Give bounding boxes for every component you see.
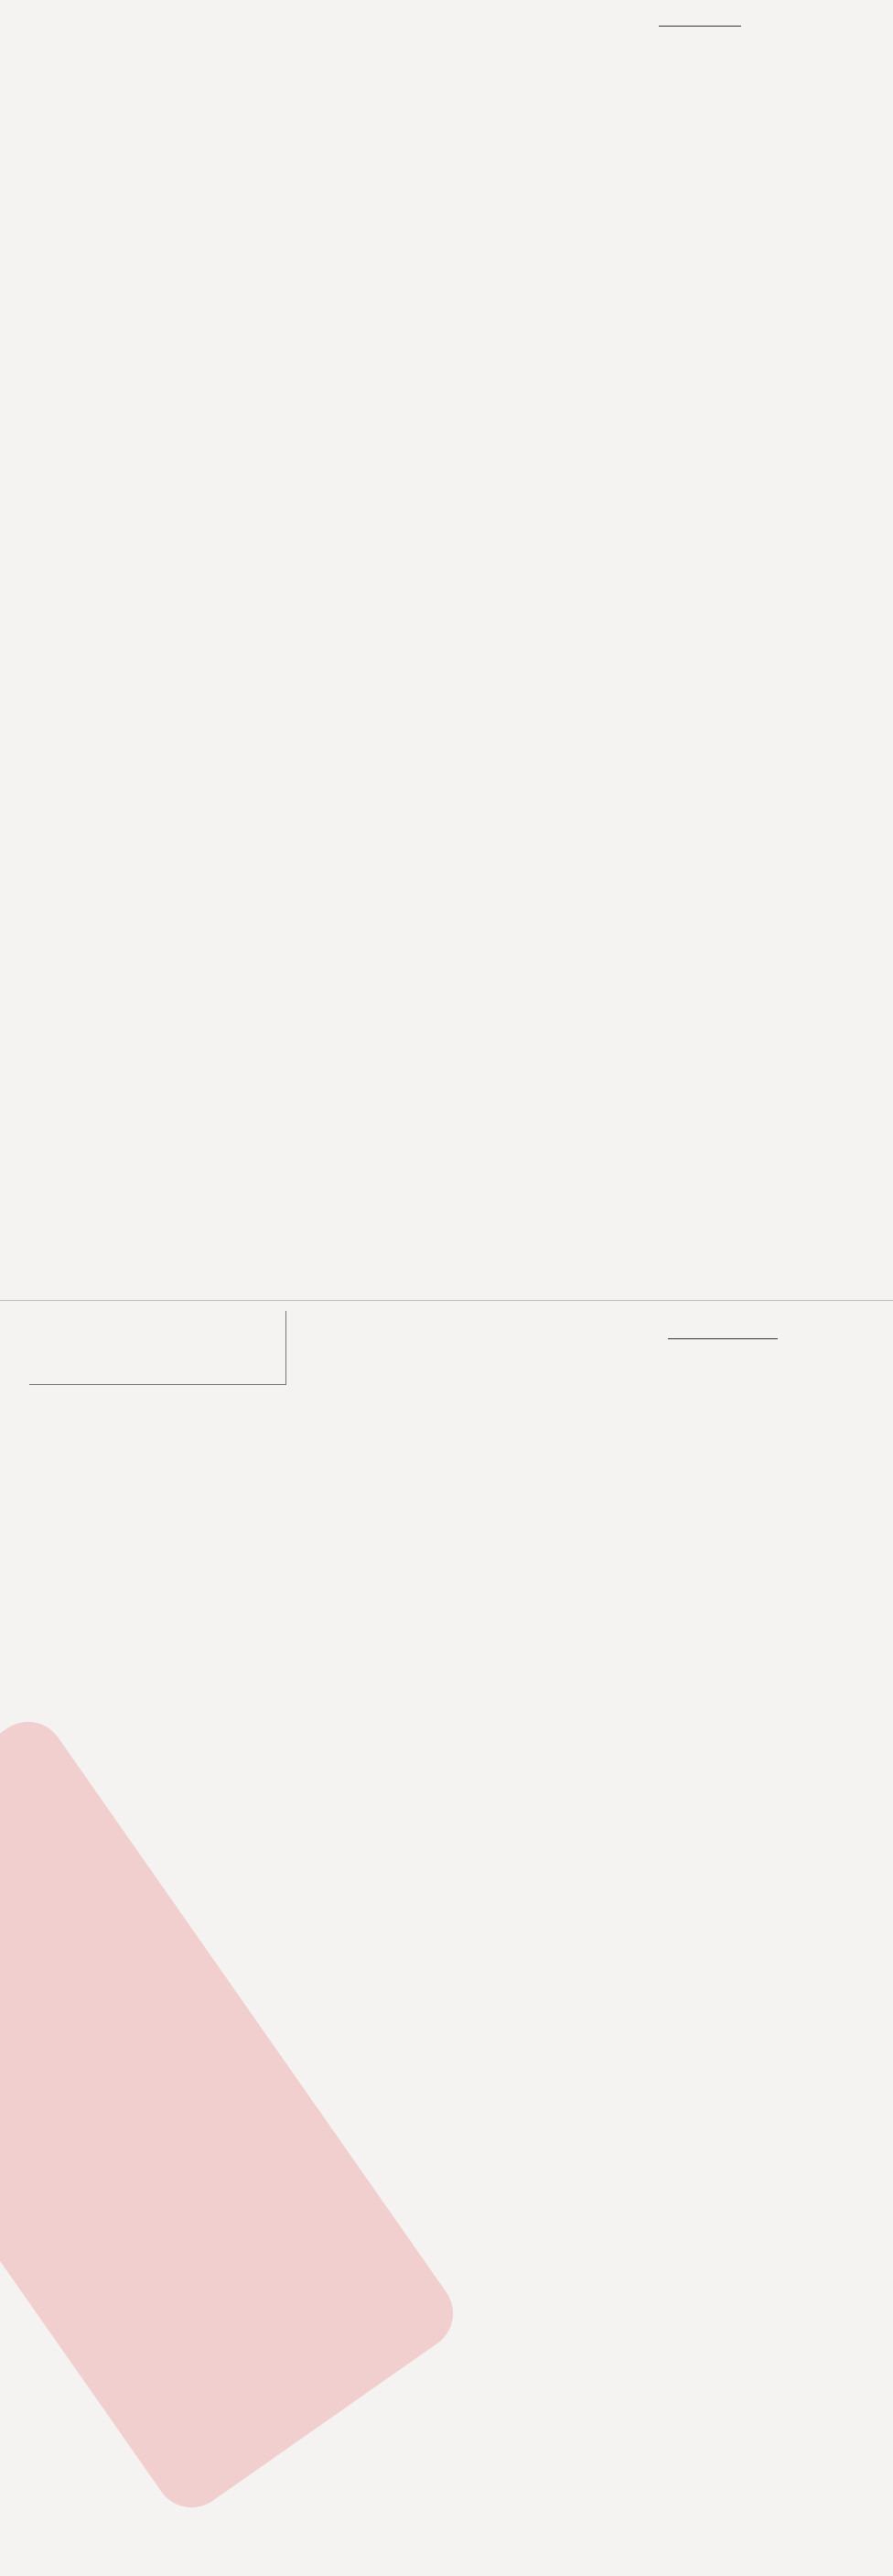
watermark-logo bbox=[0, 1707, 468, 2522]
paper-code-box bbox=[29, 1311, 286, 1385]
watermark-text bbox=[0, 1355, 875, 2361]
obj-roll-line bbox=[668, 1338, 778, 1339]
page-divider bbox=[0, 1300, 893, 1301]
roll-line bbox=[659, 26, 741, 27]
